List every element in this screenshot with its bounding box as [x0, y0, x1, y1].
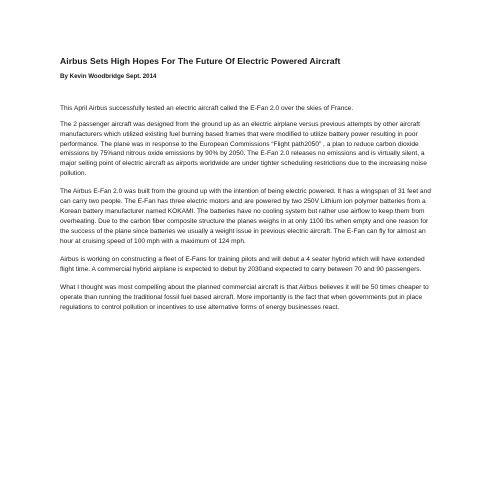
article-byline: By Kevin Woodbridge Sept. 2014	[60, 73, 157, 80]
paragraph-2: The 2 passenger aircraft was designed from the ground up as an electric airplane versus previous attempts by other aircraft manufacturers which utilized existing fuel burning based frames that were modified to utilize battery power resulting in poor performance. The plane was in response to the European Commissions “Flight path2050” , a plan to reduce carbon dioxide emissions by 75%and nitrous oxide emissions by 90% by 2050. The E-Fan 2.0 releases no emissions and is virtually silent, a major selling point of electric aircraft as airports worldwide are under tighter scheduling restrictions due to the increasing noise pollution.	[60, 120, 427, 178]
paragraph-1: This April Airbus successfully tested an electric aircraft called the E-Fan 2.0 over the skies of France.	[60, 105, 354, 112]
paragraph-4: Airbus is working on constructing a fleet of E-Fans for training pilots and will debut a 4 seater hybrid which will have extended flight time. A commercial hybrid airplane is expected to debut by 2030and expected to carry between 70 and 90 passengers.	[60, 255, 425, 273]
paragraph-3: The Airbus E-Fan 2.0 was built from the ground up with the intention of being electric powered. It has a wingspan of 31 feet and can carry two people. The E-Fan has three electric motors and are powered by two 250V Lithium ion polymer batteries from a Korean battery manufacturer named KOKAMI. The batteries have no cooling system but rather use airflow to keep them from overheating. Due to the carbon fiber composite structure the planes weighs in at only 1100 lbs when empty and one reason for the success of the plane since batteries we usually a weight issue in previous electric aircraft. The E-Fan can fly for almost an hour at cruising speed of 100 mph with a maximum of 124 mph.	[60, 188, 431, 245]
article-title: Airbus Sets High Hopes For The Future Of Electric Powered Aircraft	[60, 56, 341, 66]
paragraph-5: What I thought was most compelling about the planned commercial aircraft is that Airbus believes it will be 50 times cheaper to operate than running the traditional fossil fuel based aircraft. More importantly is the fact that when governments put in place regulations to control pollution or incentives to use alternative forms of energy businesses react.	[60, 284, 429, 311]
